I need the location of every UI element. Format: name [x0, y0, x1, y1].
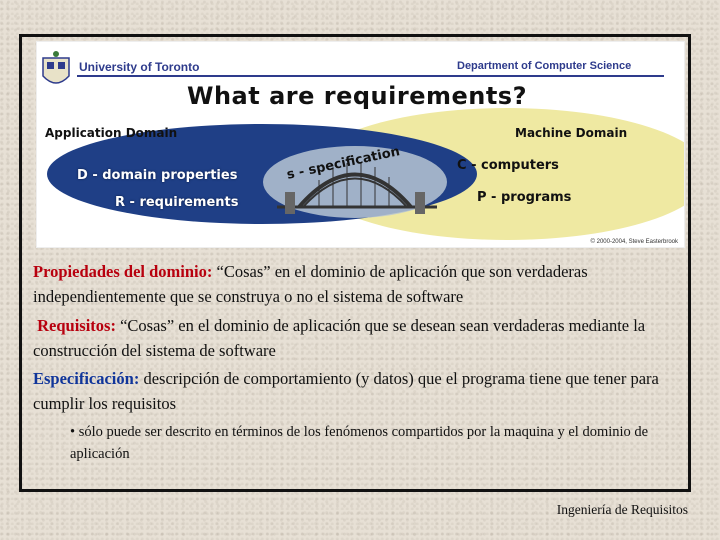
requirements-text: “Cosas” en el dominio de aplicación que se desean sean verdaderas mediante la construcción del sistema de software — [33, 316, 646, 360]
diagram-title: What are requirements? — [187, 82, 528, 110]
domain-properties-paragraph — [33, 259, 693, 309]
department-header: Department of Computer Science — [457, 60, 632, 72]
university-crest-icon — [41, 50, 71, 92]
specification-paragraph — [33, 366, 693, 416]
copyright-note: © 2000-2004, Steve Easterbrook — [590, 239, 678, 245]
university-header: University of Toronto — [79, 60, 200, 74]
specification-label: s - specification — [285, 144, 402, 183]
requirements-diagram-image — [36, 41, 685, 248]
header-rule — [77, 75, 664, 77]
domain-properties-term: Propiedades del dominio: — [33, 262, 213, 281]
requirements-label: R - requirements — [115, 195, 239, 210]
bullet-text: sólo puede ser descrito en términos de los fenómenos compartidos por la maquina y el dominio de aplicación — [70, 424, 649, 462]
bullet-icon: • — [70, 424, 76, 440]
slide-footer: Ingeniería de Requisitos — [556, 502, 688, 517]
application-domain-label: Application Domain — [45, 126, 178, 140]
programs-label: P - programs — [477, 190, 572, 205]
requirements-paragraph — [33, 313, 693, 363]
domain-properties-text: “Cosas” en el dominio de aplicación que son verdaderas independientemente que se construya o no el sistema de software — [33, 262, 588, 306]
machine-domain-label: Machine Domain — [515, 126, 628, 140]
bullet-item — [70, 421, 700, 465]
computers-label: C - computers — [457, 158, 559, 173]
specification-term: Especificación: — [33, 369, 140, 388]
specification-text: descripción de comportamiento (y datos) que el programa tiene que tener para cumplir los requisitos — [33, 369, 659, 413]
requirements-term: Requisitos: — [37, 316, 116, 335]
domain-properties-label: D - domain properties — [77, 168, 238, 183]
